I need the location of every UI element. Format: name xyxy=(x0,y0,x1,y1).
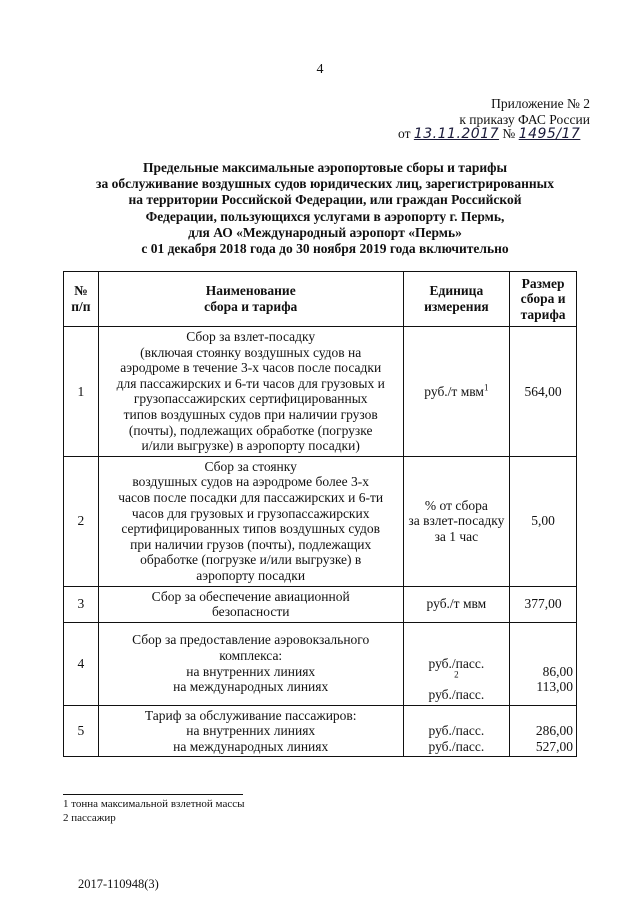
order-date-number xyxy=(398,126,580,142)
row-name: Тариф за обслуживание пассажиров: на внутренних линиях на международных линиях xyxy=(98,705,403,757)
header-num: № п/п xyxy=(64,272,99,327)
row-size: 564,00 xyxy=(510,327,577,457)
row-name: Сбор за обеспечение авиационной безопасности xyxy=(98,586,403,622)
document-code: 2017-110948(3) xyxy=(78,877,159,891)
row-size: 377,00 xyxy=(510,586,577,622)
footnote-1: 1 тонна максимальной взлетной массы xyxy=(63,798,245,810)
page-number: 4 xyxy=(316,62,324,77)
document-title: Предельные максимальные аэропортовые сборы и тарифы за обслуживание воздушных судов юридических лиц, зарегистрированных на территории Российской Федерации, или граждан Российской Федерации, пользующихся услугами в аэропорту г. Пермь, для АО «Международный аэропорт «Пермь» с 01 декабря 2018 года до 30 ноября 2019 года включительно xyxy=(96,160,554,257)
row-name: Сбор за взлет-посадку (включая стоянку воздушных судов на аэродроме в течение 3-х часов после посадки для пассажирских и 6-ти часов для грузовых и грузопассажирских сертифицированных типов воздушных судов при наличии грузов (почты), подлежащих обработке (погрузке и/или выгрузке) в аэропорту посадки) xyxy=(98,327,403,457)
table-header-row xyxy=(64,272,577,327)
row-num: 1 xyxy=(64,327,99,457)
date-prefix: от xyxy=(398,126,411,141)
header-unit: Единица измерения xyxy=(403,272,510,327)
handwritten-number: 1495/17 xyxy=(518,126,581,142)
row-unit: руб./т мвм$^1$ xyxy=(403,327,510,457)
table-row xyxy=(64,327,577,457)
row-num: 5 xyxy=(64,705,99,757)
row-num: 2 xyxy=(64,456,99,586)
table-row xyxy=(64,586,577,622)
footnote-divider xyxy=(63,794,243,795)
row-size: 286,00 527,00 xyxy=(510,705,577,757)
row-size: 5,00 xyxy=(510,456,577,586)
row-name: Сбор за стоянку воздушных судов на аэродроме более 3-х часов после посадки для пассажирских и 6-ти часов для грузовых и грузопассажирских сертифицированных типов воздушных судов при наличии грузов (почты), подлежащих обработке (погрузке и/или выгрузке) в аэропорту посадки xyxy=(98,456,403,586)
row-unit: % от сбора за взлет-посадку за 1 час xyxy=(403,456,510,586)
appendix-label: Приложение № 2 xyxy=(491,96,590,111)
row-unit: руб./пасс. руб./пасс. xyxy=(403,705,510,757)
row-unit: руб./т мвм xyxy=(403,586,510,622)
footnotes xyxy=(63,794,244,825)
footnote-2: 2 пассажир xyxy=(63,812,116,824)
header-size: Размер сбора и тарифа xyxy=(510,272,577,327)
header-name: Наименование сбора и тарифа xyxy=(98,272,403,327)
row-num: 4 xyxy=(64,622,99,705)
table-row xyxy=(64,705,577,757)
row-size: 86,00 113,00 xyxy=(510,622,577,705)
appendix-header xyxy=(400,96,590,128)
row-unit: руб./пасс. $^2$ руб./пасс. xyxy=(403,622,510,705)
row-num: 3 xyxy=(64,586,99,622)
handwritten-date: 13.11.2017 xyxy=(413,126,500,142)
table-row xyxy=(64,456,577,586)
number-prefix: № xyxy=(502,126,516,141)
tariff-table xyxy=(63,271,577,757)
table-row xyxy=(64,622,577,705)
row-name: Сбор за предоставление аэровокзального комплекса: на внутренних линиях на международных линиях xyxy=(98,622,403,705)
order-reference: к приказу ФАС России xyxy=(459,112,590,127)
